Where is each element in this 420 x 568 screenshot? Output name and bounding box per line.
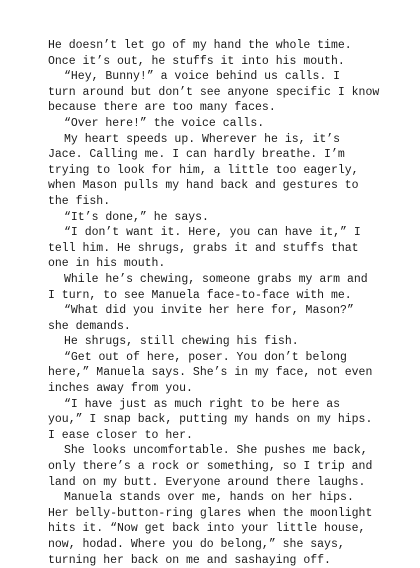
text-line: she demands. bbox=[48, 319, 131, 333]
text-line: when Mason pulls my hand back and gestures to bbox=[48, 179, 359, 193]
text-line: now, hodad. Where you do belong,” she says, bbox=[48, 538, 345, 551]
book-page-text bbox=[48, 38, 380, 568]
text-line: turn around but don’t see anyone specific I know bbox=[48, 85, 380, 99]
text-line: only there’s a rock or something, so I trip and bbox=[48, 460, 373, 474]
text-line: one in his mouth. bbox=[48, 257, 166, 271]
text-line: turning her back on me and sashaying off. bbox=[48, 553, 331, 567]
text-line: Once it’s out, he stuffs it into his mouth. bbox=[48, 54, 345, 68]
text-line: “What did you invite her here for, Mason?” bbox=[64, 304, 354, 318]
text-line: here,” Manuela says. She’s in my face, not even bbox=[48, 366, 373, 380]
text-line: inches away from you. bbox=[48, 382, 193, 396]
text-line: “I don’t want it. Here, you can have it,” I bbox=[64, 226, 361, 240]
text-line: “Over here!” the voice calls. bbox=[64, 116, 265, 130]
text-line: He shrugs, still chewing his fish. bbox=[64, 335, 299, 349]
text-line: trying to look for him, a little too eagerly, bbox=[48, 163, 359, 177]
text-line: “I have just as much right to be here as bbox=[64, 397, 341, 411]
text-line: tell him. He shrugs, grabs it and stuffs that bbox=[48, 241, 359, 255]
text-line: “It’s done,” he says. bbox=[64, 210, 209, 224]
text-line: I turn, to see Manuela face-to-face with me. bbox=[48, 288, 352, 302]
text-line: “Hey, Bunny!” a voice behind us calls. I bbox=[64, 70, 341, 84]
text-line: because there are too many faces. bbox=[48, 101, 276, 115]
text-line: While he’s chewing, someone grabs my arm and bbox=[64, 272, 368, 286]
text-line: I ease closer to her. bbox=[48, 428, 193, 442]
text-line: He doesn’t let go of my hand the whole time. bbox=[48, 39, 352, 52]
text-line: My heart speeds up. Wherever he is, it’s bbox=[64, 132, 341, 146]
text-line: Manuela stands over me, hands on her hips. bbox=[64, 491, 354, 505]
text-line: Her belly-button-ring glares when the moonlight bbox=[48, 506, 373, 520]
text-line: you,” I snap back, putting my hands on my hips. bbox=[48, 413, 373, 427]
text-line: land on my butt. Everyone around there laughs. bbox=[48, 475, 366, 489]
text-line: “Get out of here, poser. You don’t belong bbox=[64, 350, 347, 364]
text-line: the fish. bbox=[48, 194, 111, 208]
text-line: hits it. “Now get back into your little house, bbox=[48, 522, 366, 536]
text-line: Jace. Calling me. I can hardly breathe. I’m bbox=[48, 148, 345, 162]
text-line: She looks uncomfortable. She pushes me back, bbox=[64, 444, 368, 458]
